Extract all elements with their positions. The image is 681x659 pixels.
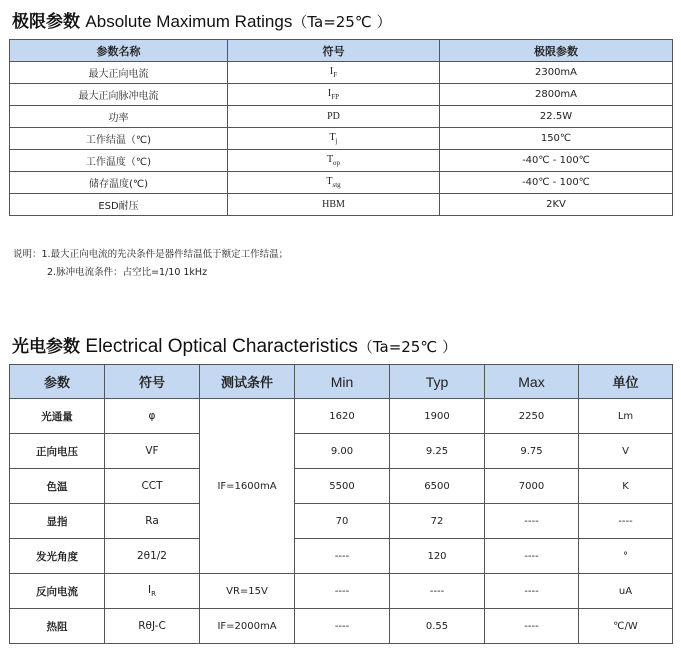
symbol-text: I (327, 88, 332, 99)
opt-char-title (12, 332, 457, 358)
unit-cell: K (579, 469, 673, 504)
min-cell: ---- (295, 539, 390, 574)
param-name-cell: 储存温度(℃) (10, 172, 228, 194)
min-cell: 1620 (295, 399, 390, 434)
symbol-text: PD (327, 111, 340, 122)
symbol-cell (228, 172, 440, 194)
table-row (10, 469, 673, 504)
header-test-cond: 测试条件 (200, 365, 295, 399)
symbol-text: I (329, 66, 334, 77)
max-cell: ---- (485, 539, 579, 574)
max-cell: ---- (485, 609, 579, 644)
param-name-cell: 反向电流 (10, 574, 105, 609)
header-unit: 单位 (579, 365, 673, 399)
table-row (10, 62, 673, 84)
unit-cell: uA (579, 574, 673, 609)
header-max: Max (485, 365, 579, 399)
symbol-subscript: j (335, 137, 338, 145)
table-row (10, 399, 673, 434)
param-name-cell: 热阻 (10, 609, 105, 644)
table-row (10, 172, 673, 194)
param-name-cell: 工作温度（℃) (10, 150, 228, 172)
table-header-row (10, 365, 673, 399)
table-header-row (10, 40, 673, 62)
symbol-cell (228, 150, 440, 172)
note-line-2: 2.脉冲电流条件：占空比=1/10 1kHz (47, 267, 208, 278)
max-cell: ---- (485, 504, 579, 539)
symbol-cell (228, 194, 440, 216)
note-line-1: 说明：1.最大正向电流的先决条件是器件结温低于额定工作结温； (13, 249, 289, 260)
table-row (10, 84, 673, 106)
table-row (10, 609, 673, 644)
opt-title-cn: 光电参数 (12, 337, 80, 357)
param-name-cell: 发光角度 (10, 539, 105, 574)
symbol-subscript: R (151, 590, 156, 599)
abs-title-en: Absolute Maximum Ratings (85, 12, 293, 31)
param-name-cell: 最大正向电流 (10, 62, 228, 84)
table-row (10, 194, 673, 216)
unit-cell: ---- (579, 504, 673, 539)
param-name-cell: 显指 (10, 504, 105, 539)
param-name-cell: 色温 (10, 469, 105, 504)
symbol-text: T (326, 176, 333, 187)
typ-cell: 0.55 (390, 609, 485, 644)
header-typ: Typ (390, 365, 485, 399)
param-name-cell: 最大正向脉冲电流 (10, 84, 228, 106)
limit-value-cell: -40℃ - 100℃ (440, 172, 673, 194)
header-param: 参数 (10, 365, 105, 399)
unit-cell: Lm (579, 399, 673, 434)
symbol-text: T (329, 132, 336, 143)
symbol-cell (105, 574, 200, 609)
limit-value-cell: 150℃ (440, 128, 673, 150)
symbol-text: φ (148, 410, 156, 422)
param-name-cell: 正向电压 (10, 434, 105, 469)
typ-cell: ---- (390, 574, 485, 609)
min-cell: 70 (295, 504, 390, 539)
symbol-text: HBM (322, 199, 345, 210)
min-cell: ---- (295, 609, 390, 644)
symbol-text: 2θ1/2 (136, 550, 167, 562)
symbol-text: RθJ-C (138, 620, 166, 632)
test-condition-cell: IF=1600mA (200, 399, 295, 574)
max-cell: 7000 (485, 469, 579, 504)
symbol-cell (228, 106, 440, 128)
table-row (10, 106, 673, 128)
param-name-cell: ESD耐压 (10, 194, 228, 216)
table-row (10, 150, 673, 172)
typ-cell: 120 (390, 539, 485, 574)
symbol-subscript: F (333, 71, 338, 79)
limit-value-cell: 2KV (440, 194, 673, 216)
symbol-subscript: FP (331, 93, 340, 101)
abs-ratings-table (9, 39, 673, 216)
abs-title-condition: （Ta=25℃ ） (292, 13, 392, 31)
symbol-subscript: op (333, 159, 341, 167)
symbol-cell (105, 434, 200, 469)
symbol-cell (105, 609, 200, 644)
param-name-cell: 功率 (10, 106, 228, 128)
min-cell: 9.00 (295, 434, 390, 469)
header-limit: 极限参数 (440, 40, 673, 62)
param-name-cell: 光通量 (10, 399, 105, 434)
symbol-text: VF (145, 445, 159, 457)
table-row (10, 128, 673, 150)
header-symbol: 符号 (105, 365, 200, 399)
symbol-cell (105, 399, 200, 434)
min-cell: 5500 (295, 469, 390, 504)
max-cell: ---- (485, 574, 579, 609)
typ-cell: 72 (390, 504, 485, 539)
typ-cell: 6500 (390, 469, 485, 504)
abs-ratings-title (12, 7, 391, 32)
table-row (10, 539, 673, 574)
test-condition-cell: VR=15V (200, 574, 295, 609)
limit-value-cell: -40℃ - 100℃ (440, 150, 673, 172)
typ-cell: 9.25 (390, 434, 485, 469)
symbol-cell (105, 539, 200, 574)
unit-cell: ℃/W (579, 609, 673, 644)
symbol-text: Ra (145, 515, 159, 527)
symbol-cell (105, 504, 200, 539)
table-row (10, 504, 673, 539)
symbol-cell (228, 62, 440, 84)
notes (13, 246, 288, 282)
symbol-cell (105, 469, 200, 504)
header-param-name: 参数名称 (10, 40, 228, 62)
max-cell: 9.75 (485, 434, 579, 469)
limit-value-cell: 22.5W (440, 106, 673, 128)
header-min: Min (295, 365, 390, 399)
table-row (10, 574, 673, 609)
test-condition-cell: IF=2000mA (200, 609, 295, 644)
unit-cell: ° (579, 539, 673, 574)
param-name-cell: 工作结温（℃) (10, 128, 228, 150)
header-symbol: 符号 (228, 40, 440, 62)
max-cell: 2250 (485, 399, 579, 434)
opt-char-table (9, 364, 673, 644)
symbol-cell (228, 84, 440, 106)
symbol-text: T (326, 154, 334, 165)
opt-title-en: Electrical Optical Characteristics (85, 336, 358, 357)
opt-title-condition: （Ta=25℃ ） (357, 338, 457, 356)
limit-value-cell: 2800mA (440, 84, 673, 106)
limit-value-cell: 2300mA (440, 62, 673, 84)
min-cell: ---- (295, 574, 390, 609)
abs-title-cn: 极限参数 (12, 12, 80, 32)
typ-cell: 1900 (390, 399, 485, 434)
symbol-text: I (148, 583, 152, 596)
symbol-subscript: stg (332, 181, 341, 189)
symbol-text: CCT (141, 480, 163, 492)
symbol-cell (228, 128, 440, 150)
table-row (10, 434, 673, 469)
unit-cell: V (579, 434, 673, 469)
